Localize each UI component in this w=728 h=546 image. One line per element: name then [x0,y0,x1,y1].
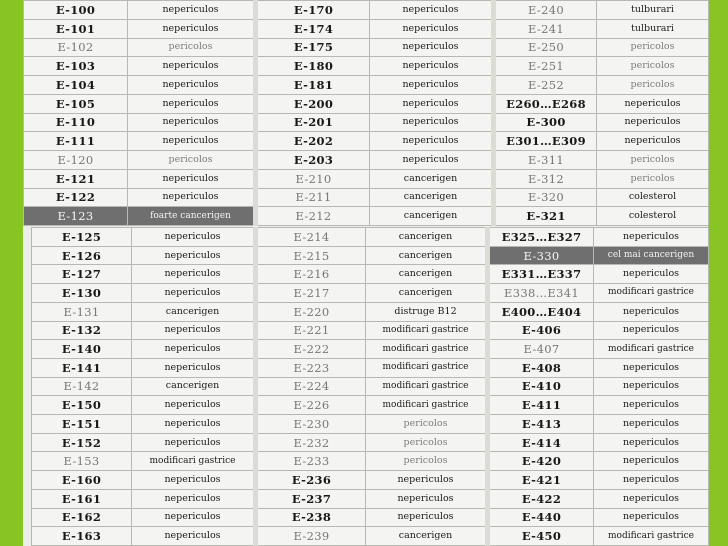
additive-effect-cell: nepericulos [594,415,709,434]
additive-code-cell: E-240 [494,1,597,20]
additive-effect-cell: colesterol [597,188,709,207]
additives-table-top [23,0,708,226]
additive-code-cell: E-181 [256,76,370,95]
table-row [32,358,709,377]
additive-effect-cell: nepericulos [132,433,256,452]
additive-code-cell: E-101 [24,19,128,38]
additive-code-cell: E-180 [256,57,370,76]
additive-effect-cell: nepericulos [366,508,488,527]
table-row [32,415,709,434]
additive-code-cell: E-174 [256,19,370,38]
additive-code-cell: E-104 [24,76,128,95]
table-row [24,76,709,95]
additive-effect-cell: nepericulos [370,19,494,38]
additive-code-cell: E-226 [256,396,366,415]
additive-code-cell: E-110 [24,113,128,132]
additive-effect-cell: pericolos [597,151,709,170]
additive-effect-cell: nepericulos [128,94,256,113]
additive-effect-cell: nepericulos [594,358,709,377]
additive-effect-cell: nepericulos [594,377,709,396]
additive-code-cell: E-105 [24,94,128,113]
additive-code-cell: E-122 [24,188,128,207]
table-row [32,508,709,527]
additive-effect-cell: pericolos [597,169,709,188]
additive-code-cell: E-203 [256,151,370,170]
additive-code-cell: E-230 [256,415,366,434]
additive-effect-cell: nepericulos [370,76,494,95]
additive-code-cell: E-221 [256,321,366,340]
table-row [24,94,709,113]
additive-effect-cell: modificari gastrice [132,452,256,471]
additive-code-cell: E-300 [494,113,597,132]
additive-effect-cell: nepericulos [366,489,488,508]
additive-effect-cell: cancerigen [366,527,488,546]
additive-effect-cell: cancerigen [370,188,494,207]
additive-effect-cell: tulburari [597,19,709,38]
additive-effect-cell: cancerigen [366,284,488,303]
additive-code-cell: E-126 [32,246,132,265]
additive-code-cell: E-217 [256,284,366,303]
additive-effect-cell: nepericulos [132,265,256,284]
additive-code-cell: E-408 [488,358,594,377]
additive-effect-cell: cancerigen [370,169,494,188]
additive-code-cell: E-120 [24,151,128,170]
table-row [24,151,709,170]
table-row [32,340,709,359]
additive-code-cell: E-131 [32,302,132,321]
table-row [32,228,709,247]
additive-code-cell: E-241 [494,19,597,38]
additive-effect-cell: cancerigen [366,228,488,247]
additive-code-cell: E-237 [256,489,366,508]
additive-code-cell: E-215 [256,246,366,265]
additive-code-cell: E-236 [256,471,366,490]
additive-effect-cell: colesterol [597,207,709,226]
additive-code-cell: E-216 [256,265,366,284]
additive-effect-cell: nepericulos [128,188,256,207]
additive-code-cell: E-321 [494,207,597,226]
additive-effect-cell: nepericulos [370,151,494,170]
additive-code-cell: E-223 [256,358,366,377]
additive-code-cell: E-320 [494,188,597,207]
additive-effect-cell: nepericulos [132,396,256,415]
table-row [32,489,709,508]
additive-code-cell: E-160 [32,471,132,490]
additive-effect-cell: modificari gastrice [366,321,488,340]
additive-effect-cell: nepericulos [594,396,709,415]
additive-code-cell: E-163 [32,527,132,546]
additive-code-cell: E-200 [256,94,370,113]
table-row [32,302,709,321]
additive-effect-cell: nepericulos [597,94,709,113]
additive-code-cell: E-212 [256,207,370,226]
additive-effect-cell: nepericulos [594,452,709,471]
additive-effect-cell: nepericulos [366,471,488,490]
additive-effect-cell: modificari gastrice [366,396,488,415]
additive-effect-cell: modificari gastrice [366,377,488,396]
additive-effect-cell: nepericulos [594,302,709,321]
additive-effect-cell: distruge B12 [366,302,488,321]
additive-code-cell: E-312 [494,169,597,188]
additive-code-cell: E-111 [24,132,128,151]
table-row [24,57,709,76]
table-row [24,19,709,38]
additive-effect-cell: nepericulos [132,508,256,527]
additive-effect-cell: pericolos [597,76,709,95]
additive-effect-cell: cel mai cancerigen [594,246,709,265]
additive-code-cell: E-251 [494,57,597,76]
additive-code-cell: E-140 [32,340,132,359]
additive-code-cell: E-420 [488,452,594,471]
additive-code-cell: E-252 [494,76,597,95]
additive-effect-cell: modificari gastrice [366,358,488,377]
additive-code-cell: E-413 [488,415,594,434]
additive-code-cell: E-123 [24,207,128,226]
additive-effect-cell: nepericulos [128,57,256,76]
additive-effect-cell: modificari gastrice [594,340,709,359]
additive-code-cell: E-152 [32,433,132,452]
additive-code-cell: E-153 [32,452,132,471]
table-row [24,207,709,226]
table-row [32,321,709,340]
additive-code-cell: E-141 [32,358,132,377]
additive-effect-cell: modificari gastrice [366,340,488,359]
additive-effect-cell: nepericulos [370,94,494,113]
additive-code-cell: E-201 [256,113,370,132]
additive-code-cell: E-100 [24,1,128,20]
additive-effect-cell: nepericulos [128,113,256,132]
table-row [32,452,709,471]
additive-code-cell: E-450 [488,527,594,546]
additive-code-cell: E-411 [488,396,594,415]
additive-code-cell: E-222 [256,340,366,359]
additive-effect-cell: cancerigen [366,265,488,284]
additive-effect-cell: nepericulos [594,489,709,508]
additive-code-cell: E-330 [488,246,594,265]
table-row [32,433,709,452]
additive-effect-cell: tulburari [597,1,709,20]
additive-effect-cell: cancerigen [132,302,256,321]
additive-code-cell: E338…E341 [488,284,594,303]
additive-code-cell: E400…E404 [488,302,594,321]
additive-code-cell: E-175 [256,38,370,57]
additive-effect-cell: pericolos [366,433,488,452]
table-row [32,246,709,265]
additive-effect-cell: nepericulos [594,228,709,247]
table-row [24,38,709,57]
additive-code-cell: E-211 [256,188,370,207]
additive-effect-cell: pericolos [128,38,256,57]
additive-effect-cell: nepericulos [597,113,709,132]
additive-effect-cell: nepericulos [128,132,256,151]
additive-code-cell: E-224 [256,377,366,396]
table-row [24,169,709,188]
additive-effect-cell: nepericulos [132,489,256,508]
additive-code-cell: E-132 [32,321,132,340]
additive-code-cell: E-130 [32,284,132,303]
additive-code-cell: E-440 [488,508,594,527]
additive-code-cell: E-103 [24,57,128,76]
additive-effect-cell: nepericulos [132,471,256,490]
additive-code-cell: E-161 [32,489,132,508]
table-row [32,396,709,415]
additive-effect-cell: nepericulos [597,132,709,151]
additive-effect-cell: foarte cancerigen [128,207,256,226]
additive-effect-cell: nepericulos [132,284,256,303]
additive-effect-cell: pericolos [597,38,709,57]
additive-effect-cell: pericolos [597,57,709,76]
additive-effect-cell: nepericulos [370,132,494,151]
table-row [24,132,709,151]
additive-effect-cell: nepericulos [370,113,494,132]
additive-effect-cell: modificari gastrice [594,527,709,546]
additive-code-cell: E-150 [32,396,132,415]
additive-effect-cell: nepericulos [128,19,256,38]
additive-code-cell: E-406 [488,321,594,340]
additive-code-cell: E-414 [488,433,594,452]
table-row [24,1,709,20]
additive-effect-cell: nepericulos [132,415,256,434]
additive-code-cell: E-151 [32,415,132,434]
additive-code-cell: E-142 [32,377,132,396]
additive-code-cell: E-233 [256,452,366,471]
additive-effect-cell: nepericulos [132,246,256,265]
additive-code-cell: E-125 [32,228,132,247]
additive-code-cell: E331…E337 [488,265,594,284]
additive-code-cell: E-232 [256,433,366,452]
additive-code-cell: E-127 [32,265,132,284]
table-row [24,113,709,132]
additive-effect-cell: nepericulos [594,471,709,490]
additive-code-cell: E-220 [256,302,366,321]
additive-effect-cell: nepericulos [128,169,256,188]
additive-effect-cell: nepericulos [132,358,256,377]
additive-code-cell: E301…E309 [494,132,597,151]
additive-code-cell: E-214 [256,228,366,247]
table-row [24,188,709,207]
additive-code-cell: E-102 [24,38,128,57]
additive-effect-cell: modificari gastrice [594,284,709,303]
additive-code-cell: E-239 [256,527,366,546]
additive-code-cell: E-410 [488,377,594,396]
table-row [32,471,709,490]
table-row [32,527,709,546]
additive-code-cell: E-421 [488,471,594,490]
additive-effect-cell: cancerigen [366,246,488,265]
additive-effect-cell: pericolos [366,415,488,434]
additive-effect-cell: nepericulos [128,76,256,95]
additive-effect-cell: nepericulos [594,508,709,527]
additive-effect-cell: nepericulos [370,38,494,57]
additive-code-cell: E-210 [256,169,370,188]
additive-code-cell: E-238 [256,508,366,527]
table-row [32,265,709,284]
additive-code-cell: E-162 [32,508,132,527]
additive-effect-cell: cancerigen [132,377,256,396]
additive-code-cell: E325…E327 [488,228,594,247]
additive-code-cell: E-407 [488,340,594,359]
additive-effect-cell: nepericulos [594,433,709,452]
additive-effect-cell: pericolos [366,452,488,471]
additive-effect-cell: nepericulos [128,1,256,20]
additive-effect-cell: nepericulos [370,1,494,20]
additive-effect-cell: nepericulos [594,265,709,284]
additive-effect-cell: nepericulos [594,321,709,340]
table-row [32,284,709,303]
table-row [32,377,709,396]
additive-effect-cell: nepericulos [132,321,256,340]
additive-effect-cell: pericolos [128,151,256,170]
additive-code-cell: E-422 [488,489,594,508]
additive-code-cell: E-170 [256,1,370,20]
additive-code-cell: E-121 [24,169,128,188]
additive-effect-cell: nepericulos [132,228,256,247]
additives-table-bottom [31,227,708,546]
additive-effect-cell: nepericulos [132,527,256,546]
additive-effect-cell: nepericulos [132,340,256,359]
additive-code-cell: E-202 [256,132,370,151]
additive-code-cell: E260…E268 [494,94,597,113]
additive-effect-cell: cancerigen [370,207,494,226]
additive-code-cell: E-311 [494,151,597,170]
additive-code-cell: E-250 [494,38,597,57]
additive-effect-cell: nepericulos [370,57,494,76]
